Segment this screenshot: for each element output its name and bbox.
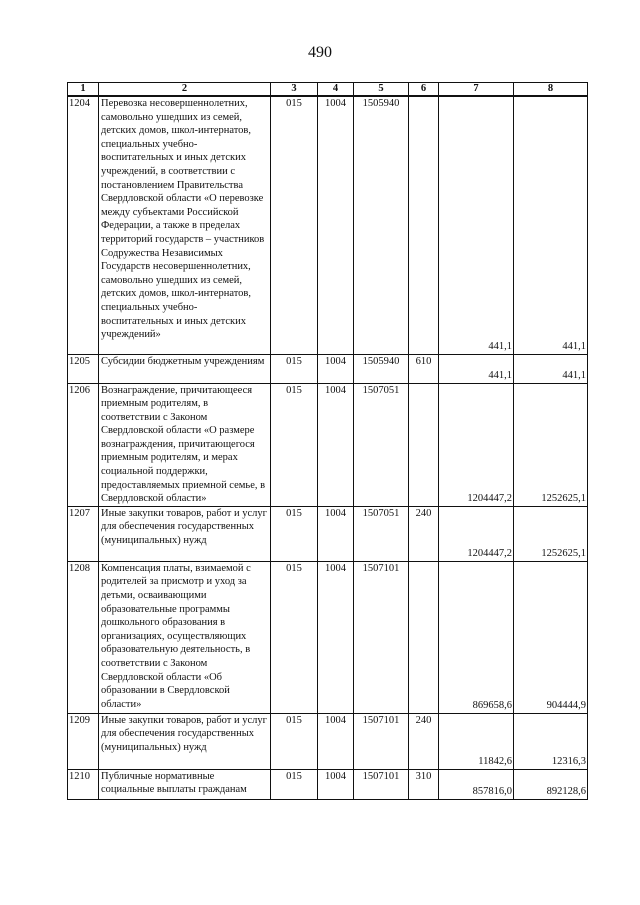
row-name: Субсидии бюджетным учреждениям <box>99 354 271 383</box>
row-col7: 441,1 <box>439 96 514 354</box>
table-row <box>68 561 588 713</box>
row-col3: 015 <box>271 96 318 354</box>
row-col7: 441,1 <box>439 354 514 383</box>
row-col4: 1004 <box>318 713 354 769</box>
budget-table <box>67 82 588 800</box>
row-col5: 1507101 <box>354 713 409 769</box>
row-col3: 015 <box>271 383 318 506</box>
row-col8: 441,1 <box>514 96 588 354</box>
row-col7: 11842,6 <box>439 713 514 769</box>
row-name: Иные закупки товаров, работ и услуг для обеспечения государственных (муниципальных) нужд <box>99 506 271 561</box>
row-col5: 1505940 <box>354 96 409 354</box>
row-code: 1209 <box>68 713 99 769</box>
row-col8: 441,1 <box>514 354 588 383</box>
row-col6 <box>409 96 439 354</box>
row-col6: 310 <box>409 769 439 799</box>
row-col7: 1204447,2 <box>439 506 514 561</box>
table-row <box>68 354 588 383</box>
row-col4: 1004 <box>318 506 354 561</box>
row-col5: 1507101 <box>354 769 409 799</box>
row-name: Компенсация платы, взимаемой с родителей за присмотр и уход за детьми, осваивающими образовательные программы дошкольного образования в организациях, осуществляющих образовательную деятельность, в соответствии с Законом Свердловской области «Об образовании в Свердловской области» <box>99 561 271 713</box>
row-code: 1207 <box>68 506 99 561</box>
row-col3: 015 <box>271 561 318 713</box>
row-col6 <box>409 383 439 506</box>
row-col4: 1004 <box>318 96 354 354</box>
row-code: 1204 <box>68 96 99 354</box>
row-col8: 892128,6 <box>514 769 588 799</box>
row-col3: 015 <box>271 354 318 383</box>
table-row <box>68 506 588 561</box>
row-col7: 869658,6 <box>439 561 514 713</box>
row-col7: 857816,0 <box>439 769 514 799</box>
row-code: 1208 <box>68 561 99 713</box>
page-number: 490 <box>308 44 332 61</box>
col-header-2: 2 <box>99 83 271 97</box>
row-col5: 1507051 <box>354 506 409 561</box>
row-col8: 1252625,1 <box>514 383 588 506</box>
row-col8: 12316,3 <box>514 713 588 769</box>
row-code: 1205 <box>68 354 99 383</box>
row-col3: 015 <box>271 713 318 769</box>
row-col8: 1252625,1 <box>514 506 588 561</box>
table-row <box>68 383 588 506</box>
row-name: Иные закупки товаров, работ и услуг для обеспечения государственных (муниципальных) нужд <box>99 713 271 769</box>
row-col5: 1507101 <box>354 561 409 713</box>
col-header-8: 8 <box>514 83 588 97</box>
row-name: Перевозка несовершеннолетних, самовольно ушедших из семей, детских домов, школ-интернатов, специальных учебно-воспитательных и иных детских учреждений, в соответствии с постановлением Правительства Свердловской области «О перевозке между субъектами Российской Федерации, а также в пределах территорий государств – участников Содружества Независимых Государств несовершеннолетних, самовольно ушедших из семей, детских домов, школ-интернатов, специальных учебно-воспитательных и иных детских учреждений» <box>99 96 271 354</box>
row-col8: 904444,9 <box>514 561 588 713</box>
row-col4: 1004 <box>318 769 354 799</box>
col-header-6: 6 <box>409 83 439 97</box>
row-name: Вознаграждение, причитающееся приемным родителям, в соответствии с Законом Свердловской области «О размере вознаграждения, причитающегося приемным родителям, и мерах социальной поддержки, предоставляемых приемной семье, в Свердловской области» <box>99 383 271 506</box>
row-col5: 1507051 <box>354 383 409 506</box>
row-col7: 1204447,2 <box>439 383 514 506</box>
row-col3: 015 <box>271 506 318 561</box>
row-col6 <box>409 561 439 713</box>
table-row <box>68 769 588 799</box>
col-header-4: 4 <box>318 83 354 97</box>
row-col6: 610 <box>409 354 439 383</box>
table-row <box>68 713 588 769</box>
row-col6: 240 <box>409 713 439 769</box>
row-name: Публичные нормативные социальные выплаты гражданам <box>99 769 271 799</box>
col-header-3: 3 <box>271 83 318 97</box>
col-header-5: 5 <box>354 83 409 97</box>
row-col4: 1004 <box>318 354 354 383</box>
row-col4: 1004 <box>318 561 354 713</box>
header-row <box>68 83 588 97</box>
col-header-7: 7 <box>439 83 514 97</box>
col-header-1: 1 <box>68 83 99 97</box>
row-col3: 015 <box>271 769 318 799</box>
row-col6: 240 <box>409 506 439 561</box>
row-code: 1210 <box>68 769 99 799</box>
row-col5: 1505940 <box>354 354 409 383</box>
row-code: 1206 <box>68 383 99 506</box>
row-col4: 1004 <box>318 383 354 506</box>
table-row <box>68 96 588 354</box>
